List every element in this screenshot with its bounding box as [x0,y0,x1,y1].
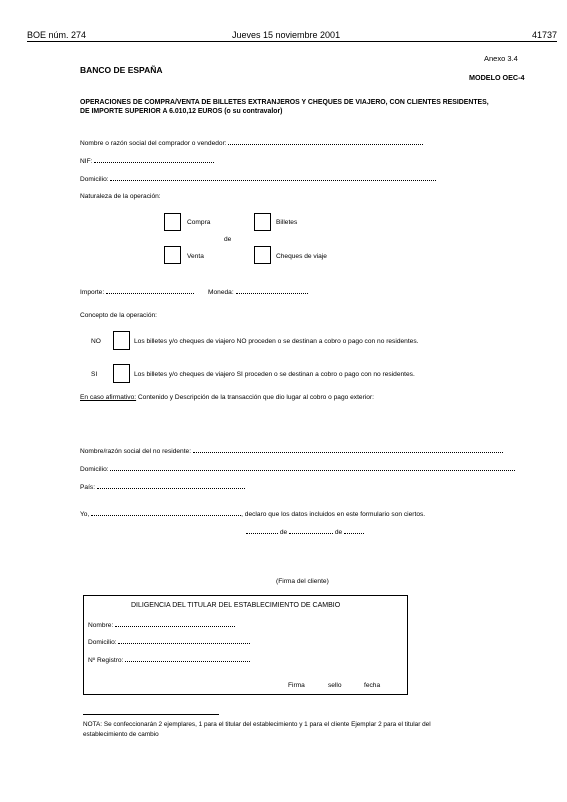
domicile-field[interactable] [80,174,436,183]
affirmative-note [80,394,374,401]
cheques-label: Cheques de viaje [276,253,327,260]
diligence-registry-line [125,655,250,662]
date-day-line [246,527,278,534]
model-code: MODELO OEC-4 [469,73,525,82]
domicile-field-label: Domicilio: [80,176,109,183]
amount-line [106,287,194,294]
amount-field[interactable] [80,287,194,296]
name-field-label: Nombre o razón social del comprador o vendedor: [80,140,227,147]
footnote-line2: establecimiento de cambio [83,731,159,738]
footnote-rule [83,714,219,715]
si-code: SI [91,371,98,378]
cheques-checkbox[interactable] [254,246,271,264]
date-de-1: de [279,529,288,536]
sell-checkbox[interactable] [164,246,181,264]
amount-label: Importe: [80,289,105,296]
no-code: NO [91,338,101,345]
nif-field[interactable] [80,156,214,165]
nonresident-name-label: Nombre/razón social del no residente: [80,448,192,455]
declaration-date[interactable] [246,527,364,536]
nif-field-line [94,156,214,163]
diligence-domicile-field[interactable] [88,637,250,646]
affirmative-lead: En caso afirmativo: [80,394,137,401]
declaration-text: , declaro que los datos incluidos en este formulario son ciertos. [241,511,426,518]
concept-label: Concepto de la operación: [80,312,157,319]
form-title-line1: OPERACIONES DE COMPRA/VENTA DE BILLETES EXTRANJEROS Y CHEQUES DE VIAJERO, CON CLIENTES RESIDENTES, [80,99,489,106]
domicile-field-line [110,174,436,181]
diligence-domicile-label: Domicilio: [88,639,117,646]
header-page-number: 41737 [531,30,557,40]
nonresident-country-label: País: [80,484,96,491]
nature-label: Naturaleza de la operación: [80,193,161,200]
name-field-line [228,138,423,145]
header-center: Jueves 15 noviembre 2001 [232,30,341,40]
nonresident-name-line [193,446,503,453]
notes-checkbox[interactable] [254,213,271,231]
nonresident-country-field[interactable] [80,482,245,491]
diligence-domicile-line [118,637,250,644]
diligence-registry-field[interactable] [88,655,250,664]
nonresident-name-field[interactable] [80,446,503,455]
declaration[interactable] [80,509,425,518]
affirmative-text: Contenido y Descripción de la transacción que dio lugar al cobro o pago exterior: [136,394,374,401]
currency-label: Moneda: [208,289,234,296]
currency-field[interactable] [208,287,308,296]
no-text: Los billetes y/o cheques de viajero NO proceden o se destinan a cobro o pago con no residentes. [134,338,419,345]
header-rule [27,41,557,42]
buy-checkbox[interactable] [164,213,181,231]
nif-field-label: NIF: [80,158,93,165]
nonresident-domicile-field[interactable] [80,464,515,473]
header-left: BOE núm. 274 [27,30,87,40]
annex-label: Anexo 3.4 [484,54,518,63]
footnote-line1: NOTA: Se confeccionarán 2 ejemplares, 1 para el titular del establecimiento y 1 para el cliente Ejemplar 2 para el titular del [83,721,431,728]
declaration-name-line [91,509,241,516]
form-title-line2: DE IMPORTE SUPERIOR A 6.010,12 EUROS (o su contravalor) [80,108,283,115]
sell-label: Venta [187,253,204,260]
diligence-registry-label: Nº Registro: [88,657,124,664]
date-month-line [289,527,333,534]
date-label: fecha [364,682,381,689]
date-de-2: de [334,529,343,536]
client-signature-label: (Firma del cliente) [276,578,329,585]
si-text: Los billetes y/o cheques de viajero SI proceden o se destinan a cobro o pago con no residentes. [134,371,415,378]
seal-label: sello [328,682,342,689]
de-connector: de [224,236,232,243]
diligence-title: DILIGENCIA DEL TITULAR DEL ESTABLECIMIENTO DE CAMBIO [131,602,341,609]
nonresident-domicile-line [110,464,515,471]
notes-label: Billetes [276,219,298,226]
nonresident-country-line [97,482,245,489]
declaration-yo: Yo, [80,511,90,518]
signature-label: Firma [288,682,305,689]
nonresident-domicile-label: Domicilio: [80,466,109,473]
name-field[interactable] [80,138,423,147]
diligence-name-field[interactable] [88,620,235,629]
si-checkbox[interactable] [113,364,130,383]
diligence-name-label: Nombre: [88,622,114,629]
currency-line [236,287,308,294]
diligence-name-line [115,620,235,627]
bank-name: BANCO DE ESPAÑA [80,65,163,75]
no-checkbox[interactable] [113,331,130,350]
date-year-line [344,527,364,534]
buy-label: Compra [187,219,211,226]
